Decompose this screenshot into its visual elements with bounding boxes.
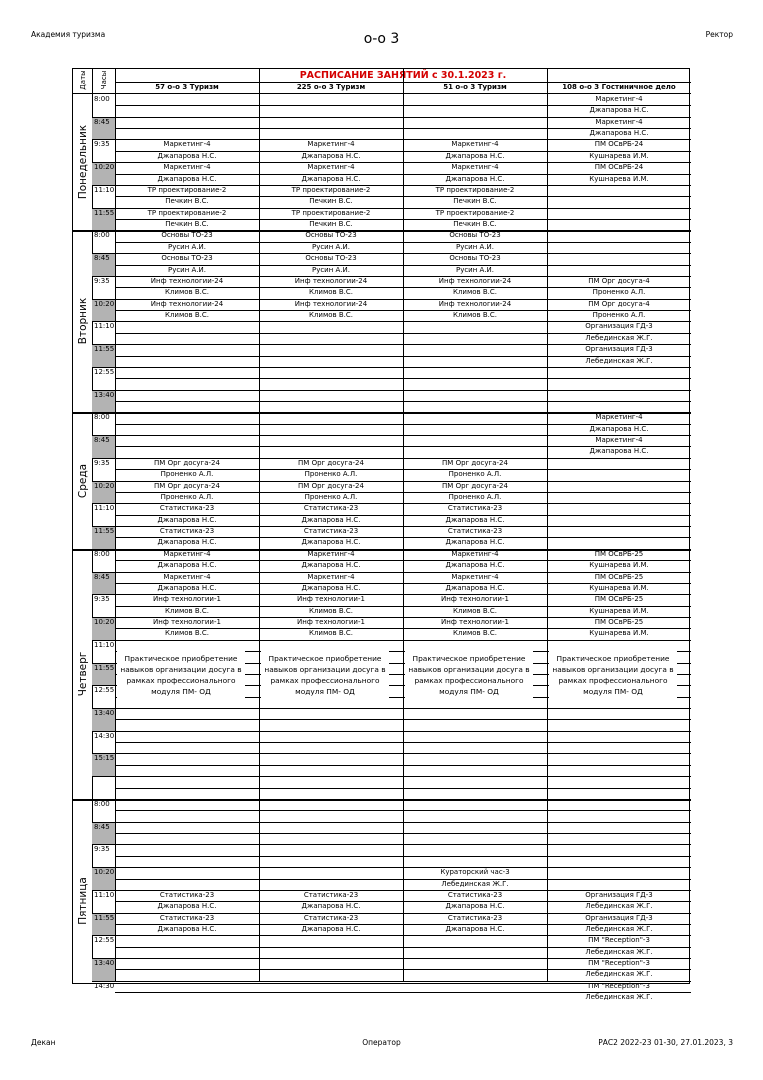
time-label: 12:55 bbox=[94, 367, 115, 376]
lesson-teacher: Джапарова Н.С. bbox=[445, 925, 505, 933]
lesson-subject: Маркетинг-4 bbox=[595, 436, 643, 445]
lesson-subject: ПМ Орг досуга-24 bbox=[298, 458, 364, 467]
time-label: 8:00 bbox=[94, 95, 110, 103]
grid-hline bbox=[115, 822, 691, 823]
lesson-teacher: Джапарова Н.С. bbox=[445, 151, 505, 160]
lesson-subject: ТР проектирование-2 bbox=[435, 185, 515, 194]
lesson-subject: Статистика-23 bbox=[159, 504, 215, 513]
lesson-teacher: Джапарова Н.С. bbox=[589, 447, 649, 456]
lesson-subject: Инф технологии-1 bbox=[441, 595, 509, 604]
lesson-teacher: Климов В.С. bbox=[164, 288, 210, 297]
time-label: 9:35 bbox=[94, 276, 110, 285]
grid-hline bbox=[115, 833, 691, 834]
lesson-teacher: Кушнарева И.М. bbox=[589, 583, 649, 592]
lesson-subject: Организация ГД-3 bbox=[585, 322, 653, 331]
time-label: 11:55 bbox=[94, 208, 115, 217]
lesson-subject: ПМ Орг досуга-24 bbox=[154, 481, 220, 490]
lesson-teacher: Джапарова Н.С. bbox=[157, 174, 217, 183]
lesson-teacher: Климов В.С. bbox=[452, 629, 498, 638]
lesson-subject: ПМ ОСвРБ-24 bbox=[594, 163, 644, 172]
time-label: 13:40 bbox=[94, 959, 115, 968]
header-institution: Академия туризма bbox=[31, 30, 106, 39]
lesson-teacher: Климов В.С. bbox=[164, 311, 210, 320]
lesson-subject: Основы ТО-23 bbox=[449, 231, 501, 240]
time-label: 11:55 bbox=[94, 527, 115, 536]
lesson-subject: Маркетинг-4 bbox=[163, 549, 211, 558]
lesson-teacher: Джапарова Н.С. bbox=[301, 538, 361, 547]
time-label: 8:00 bbox=[94, 413, 110, 422]
lesson-subject: Инф технологии-24 bbox=[438, 299, 512, 308]
time-label: 11:10 bbox=[94, 640, 115, 649]
lesson-subject: Инф технологии-24 bbox=[294, 276, 368, 285]
lesson-subject: Маркетинг-4 bbox=[307, 140, 355, 149]
lesson-subject: Организация ГД-3 bbox=[585, 890, 653, 899]
time-label: 14:30 bbox=[94, 981, 115, 990]
lesson-teacher: Джапарова Н.С. bbox=[589, 129, 649, 138]
lesson-teacher: Проненко А.Л. bbox=[304, 470, 358, 479]
lesson-teacher: Русин А.И. bbox=[455, 265, 495, 274]
day-separator bbox=[73, 799, 691, 801]
lesson-teacher: Джапарова Н.С. bbox=[445, 561, 505, 570]
lesson-teacher: Климов В.С. bbox=[452, 606, 498, 615]
grid-hline bbox=[92, 776, 115, 777]
grid-hline bbox=[115, 788, 691, 789]
lesson-teacher: Проненко А.Л. bbox=[592, 288, 646, 297]
lesson-subject: ПМ ОСвРБ-25 bbox=[594, 595, 644, 604]
lesson-teacher: Кушнарева И.М. bbox=[589, 561, 649, 570]
lesson-teacher: Джапарова Н.С. bbox=[301, 151, 361, 160]
lesson-subject: Статистика-23 bbox=[303, 527, 359, 536]
time-label: 8:45 bbox=[94, 117, 110, 126]
day-label bbox=[73, 230, 92, 412]
lesson-teacher: Лебединская Ж.Г. bbox=[585, 970, 653, 979]
time-label: 12:55 bbox=[94, 936, 115, 945]
lesson-teacher: Лебединская Ж.Г. bbox=[585, 356, 653, 365]
time-label: 10:20 bbox=[94, 618, 115, 627]
day-name: Понедельник bbox=[76, 125, 89, 200]
lesson-subject: ТР проектирование-2 bbox=[147, 185, 227, 194]
grid-hline bbox=[115, 856, 691, 857]
lesson-teacher: Проненко А.Л. bbox=[448, 492, 502, 501]
lesson-teacher: Джапарова Н.С. bbox=[301, 174, 361, 183]
lesson-teacher: Лебединская Ж.Г. bbox=[585, 902, 653, 911]
time-label: 9:35 bbox=[94, 595, 110, 604]
lesson-subject: Основы ТО-23 bbox=[305, 231, 357, 240]
lesson-teacher: Кушнарева И.М. bbox=[589, 151, 649, 160]
lesson-teacher: Лебединская Ж.Г. bbox=[585, 993, 653, 1002]
lesson-subject: ПМ Орг досуга-4 bbox=[588, 276, 650, 285]
time-label: 15:15 bbox=[94, 754, 115, 763]
grid-hline bbox=[115, 753, 691, 754]
lesson-teacher: Джапарова Н.С. bbox=[445, 515, 505, 524]
lesson-teacher: Климов В.С. bbox=[308, 288, 354, 297]
lesson-subject: Инф технологии-24 bbox=[150, 299, 224, 308]
time-label: 11:10 bbox=[94, 185, 115, 194]
lesson-teacher: Проненко А.Л. bbox=[304, 492, 358, 501]
schedule-title: РАСПИСАНИЕ ЗАНЯТИЙ с 30.1.2023 г. bbox=[299, 70, 507, 81]
lesson-teacher: Джапарова Н.С. bbox=[301, 925, 361, 933]
lesson-teacher: Печкин В.С. bbox=[309, 220, 353, 229]
lesson-subject: Статистика-23 bbox=[159, 913, 215, 922]
schedule-table bbox=[72, 68, 690, 1002]
grid-hline bbox=[115, 742, 691, 743]
lesson-subject: Организация ГД-3 bbox=[585, 913, 653, 922]
time-label: 8:00 bbox=[94, 549, 110, 558]
lesson-teacher: Джапарова Н.С. bbox=[157, 515, 217, 524]
lesson-teacher: Проненко А.Л. bbox=[160, 492, 214, 501]
lesson-subject: Маркетинг-4 bbox=[307, 549, 355, 558]
lesson-subject: Маркетинг-4 bbox=[595, 413, 643, 422]
grid-hline bbox=[115, 378, 691, 379]
lesson-teacher: Русин А.И. bbox=[311, 242, 351, 251]
lesson-subject: ПМ "Reception"-3 bbox=[588, 981, 650, 990]
time-label: 8:45 bbox=[94, 254, 110, 263]
lesson-teacher: Печкин В.С. bbox=[453, 220, 497, 229]
lesson-subject: ТР проектирование-2 bbox=[147, 208, 227, 217]
lesson-teacher: Лебединская Ж.Г. bbox=[585, 925, 653, 933]
lesson-subject: ПМ Орг досуга-24 bbox=[298, 481, 364, 490]
lesson-subject: ПМ ОСвРБ-25 bbox=[594, 549, 644, 558]
lesson-teacher: Печкин В.С. bbox=[453, 197, 497, 206]
lesson-teacher: Джапарова Н.С. bbox=[589, 424, 649, 433]
time-label: 10:20 bbox=[94, 868, 115, 877]
lesson-teacher: Климов В.С. bbox=[164, 606, 210, 615]
lesson-subject: Маркетинг-4 bbox=[163, 163, 211, 172]
lesson-subject: Статистика-23 bbox=[447, 913, 503, 922]
lesson-subject: Статистика-23 bbox=[303, 890, 359, 899]
time-label: 10:20 bbox=[94, 299, 115, 308]
lesson-teacher: Джапарова Н.С. bbox=[301, 902, 361, 911]
lesson-teacher: Джапарова Н.С. bbox=[157, 561, 217, 570]
column-header-days bbox=[73, 69, 92, 91]
lesson-subject: Маркетинг-4 bbox=[163, 572, 211, 581]
lesson-teacher: Джапарова Н.С. bbox=[157, 583, 217, 592]
day-name: Четверг bbox=[76, 651, 89, 697]
group-header: 57 о-о 3 Туризм bbox=[155, 83, 219, 91]
group-header: 225 о-о 3 Туризм bbox=[296, 83, 366, 91]
time-label: 11:55 bbox=[94, 345, 115, 354]
lesson-teacher: Климов В.С. bbox=[308, 629, 354, 638]
lesson-subject: ТР проектирование-2 bbox=[435, 208, 515, 217]
lesson-subject: Инф технологии-1 bbox=[153, 618, 221, 627]
lesson-subject: Инф технологии-1 bbox=[297, 595, 365, 604]
lesson-subject: Основы ТО-23 bbox=[449, 254, 501, 263]
time-label: 9:35 bbox=[94, 458, 110, 467]
lesson-subject: Инф технологии-1 bbox=[297, 618, 365, 627]
lesson-teacher: Печкин В.С. bbox=[165, 197, 209, 206]
lesson-teacher: Проненко А.Л. bbox=[592, 311, 646, 320]
lesson-teacher: Джапарова Н.С. bbox=[445, 174, 505, 183]
time-label: 11:55 bbox=[94, 913, 115, 922]
lesson-teacher: Джапарова Н.С. bbox=[301, 515, 361, 524]
lesson-subject: ПМ "Reception"-3 bbox=[588, 959, 650, 968]
grid-hline bbox=[115, 719, 691, 720]
lesson-teacher: Климов В.С. bbox=[452, 311, 498, 320]
time-label: 8:45 bbox=[94, 436, 110, 445]
lesson-teacher: Климов В.С. bbox=[308, 606, 354, 615]
grid-hline bbox=[115, 82, 691, 83]
grid-hline bbox=[115, 640, 691, 641]
group-header: 51 о-о 3 Туризм bbox=[443, 83, 507, 91]
group-header: 108 о-о 3 Гостиничное дело bbox=[562, 83, 676, 91]
practice-block: Практическое приобретение навыков организации досуга в рамках профессионального модуля ПМ- ОД bbox=[405, 643, 533, 707]
lesson-teacher: Печкин В.С. bbox=[309, 197, 353, 206]
lesson-subject: Инф технологии-24 bbox=[438, 276, 512, 285]
grid-hline bbox=[115, 401, 691, 402]
column-header-hours-label: Часы bbox=[99, 70, 108, 90]
grid-hline bbox=[115, 731, 691, 732]
time-label: 9:35 bbox=[94, 845, 110, 854]
time-label: 11:10 bbox=[94, 504, 115, 513]
lesson-subject: Основы ТО-23 bbox=[161, 254, 213, 263]
lesson-subject: ПМ Орг досуга-24 bbox=[442, 481, 508, 490]
footer-operator: Оператор bbox=[362, 1038, 401, 1047]
lesson-subject: Маркетинг-4 bbox=[595, 95, 643, 103]
grid-hline bbox=[115, 765, 691, 766]
lesson-subject: Статистика-23 bbox=[159, 890, 215, 899]
lesson-teacher: Кушнарева И.М. bbox=[589, 606, 649, 615]
column-header-days-label: Даты bbox=[78, 70, 87, 90]
lesson-subject: Инф технологии-1 bbox=[441, 618, 509, 627]
header-rector: Ректор bbox=[705, 30, 733, 39]
lesson-subject: Маркетинг-4 bbox=[451, 140, 499, 149]
footer-document-code: РАС2 2022-23 01-30, 27.01.2023, 3 bbox=[598, 1038, 733, 1047]
time-label: 12:55 bbox=[94, 686, 115, 695]
lesson-subject: ТР проектирование-2 bbox=[291, 208, 371, 217]
lesson-subject: Статистика-23 bbox=[159, 527, 215, 536]
lesson-subject: Маркетинг-4 bbox=[595, 117, 643, 126]
lesson-subject: Инф технологии-1 bbox=[153, 595, 221, 604]
lesson-teacher: Кушнарева И.М. bbox=[589, 174, 649, 183]
day-name: Вторник bbox=[76, 298, 89, 345]
time-label: 8:45 bbox=[94, 572, 110, 581]
grid-hline bbox=[115, 776, 691, 777]
lesson-subject: ПМ "Reception"-3 bbox=[588, 936, 650, 945]
lesson-teacher: Джапарова Н.С. bbox=[301, 583, 361, 592]
header-form-title: о-о 3 bbox=[363, 31, 400, 47]
lesson-subject: ПМ Орг досуга-24 bbox=[442, 458, 508, 467]
lesson-subject: Статистика-23 bbox=[447, 504, 503, 513]
footer-dean: Декан bbox=[31, 1038, 56, 1047]
lesson-subject: Статистика-23 bbox=[447, 890, 503, 899]
column-header-hours bbox=[92, 69, 115, 91]
lesson-subject: Организация ГД-3 bbox=[585, 345, 653, 354]
lesson-teacher: Проненко А.Л. bbox=[160, 470, 214, 479]
lesson-teacher: Джапарова Н.С. bbox=[445, 902, 505, 911]
time-label: 8:45 bbox=[94, 822, 110, 831]
day-label bbox=[73, 799, 92, 1004]
lesson-subject: ПМ ОСвРБ-25 bbox=[594, 618, 644, 627]
lesson-teacher: Русин А.И. bbox=[167, 265, 207, 274]
lesson-subject: ПМ Орг досуга-4 bbox=[588, 299, 650, 308]
lesson-teacher: Джапарова Н.С. bbox=[157, 151, 217, 160]
lesson-teacher: Климов В.С. bbox=[164, 629, 210, 638]
time-label: 11:55 bbox=[94, 663, 115, 672]
lesson-subject: ТР проектирование-2 bbox=[291, 185, 371, 194]
day-label bbox=[73, 549, 92, 799]
day-label bbox=[73, 94, 92, 230]
lesson-teacher: Джапарова Н.С. bbox=[301, 561, 361, 570]
time-label: 8:00 bbox=[94, 799, 110, 808]
lesson-teacher: Лебединская Ж.Г. bbox=[585, 333, 653, 342]
lesson-teacher: Джапарова Н.С. bbox=[157, 902, 217, 911]
lesson-teacher: Джапарова Н.С. bbox=[445, 583, 505, 592]
lesson-subject: Статистика-23 bbox=[303, 913, 359, 922]
lesson-subject: Маркетинг-4 bbox=[307, 572, 355, 581]
time-label: 9:35 bbox=[94, 140, 110, 149]
lesson-subject: Маркетинг-4 bbox=[451, 572, 499, 581]
lesson-subject: ПМ ОСвРБ-24 bbox=[594, 140, 644, 149]
time-label: 11:10 bbox=[94, 890, 115, 899]
lesson-subject: Маркетинг-4 bbox=[307, 163, 355, 172]
lesson-teacher: Климов В.С. bbox=[452, 288, 498, 297]
time-label: 8:00 bbox=[94, 231, 110, 240]
lesson-subject: Статистика-23 bbox=[303, 504, 359, 513]
lesson-subject: Маркетинг-4 bbox=[451, 549, 499, 558]
lesson-teacher: Лебединская Ж.Г. bbox=[441, 879, 509, 888]
lesson-teacher: Русин А.И. bbox=[455, 242, 495, 251]
lesson-teacher: Русин А.И. bbox=[167, 242, 207, 251]
lesson-teacher: Лебединская Ж.Г. bbox=[585, 947, 653, 956]
lesson-teacher: Печкин В.С. bbox=[165, 220, 209, 229]
practice-block: Практическое приобретение навыков организации досуга в рамках профессионального модуля ПМ- ОД bbox=[549, 643, 677, 707]
lesson-subject: Маркетинг-4 bbox=[451, 163, 499, 172]
lesson-teacher: Джапарова Н.С. bbox=[157, 925, 217, 933]
practice-block: Практическое приобретение навыков организации досуга в рамках профессионального модуля ПМ- ОД bbox=[117, 643, 245, 707]
grid-hline bbox=[115, 810, 691, 811]
lesson-subject: Маркетинг-4 bbox=[163, 140, 211, 149]
lesson-subject: Инф технологии-24 bbox=[294, 299, 368, 308]
time-label: 11:10 bbox=[94, 322, 115, 331]
lesson-subject: Кураторский час-3 bbox=[440, 868, 510, 877]
time-label: 13:40 bbox=[94, 390, 115, 399]
time-label: 14:30 bbox=[94, 731, 115, 740]
time-label: 10:20 bbox=[94, 163, 115, 172]
lesson-subject: Инф технологии-24 bbox=[150, 276, 224, 285]
practice-block: Практическое приобретение навыков организации досуга в рамках профессионального модуля ПМ- ОД bbox=[261, 643, 389, 707]
time-label: 13:40 bbox=[94, 708, 115, 717]
lesson-subject: ПМ Орг досуга-24 bbox=[154, 458, 220, 467]
day-name: Среда bbox=[76, 463, 89, 498]
lesson-subject: Статистика-23 bbox=[447, 527, 503, 536]
lesson-subject: Основы ТО-23 bbox=[305, 254, 357, 263]
lesson-teacher: Джапарова Н.С. bbox=[445, 538, 505, 547]
grid-hline bbox=[115, 367, 691, 368]
grid-hline bbox=[115, 390, 691, 391]
lesson-subject: Основы ТО-23 bbox=[161, 231, 213, 240]
lesson-subject: ПМ ОСвРБ-25 bbox=[594, 572, 644, 581]
day-name: Пятница bbox=[76, 877, 89, 926]
lesson-teacher: Климов В.С. bbox=[308, 311, 354, 320]
lesson-teacher: Джапарова Н.С. bbox=[157, 538, 217, 547]
lesson-teacher: Русин А.И. bbox=[311, 265, 351, 274]
grid-hline bbox=[115, 844, 691, 845]
lesson-teacher: Кушнарева И.М. bbox=[589, 629, 649, 638]
lesson-teacher: Джапарова Н.С. bbox=[589, 106, 649, 115]
time-label: 10:20 bbox=[94, 481, 115, 490]
day-label bbox=[73, 412, 92, 548]
lesson-teacher: Проненко А.Л. bbox=[448, 470, 502, 479]
grid-hline bbox=[115, 708, 691, 709]
